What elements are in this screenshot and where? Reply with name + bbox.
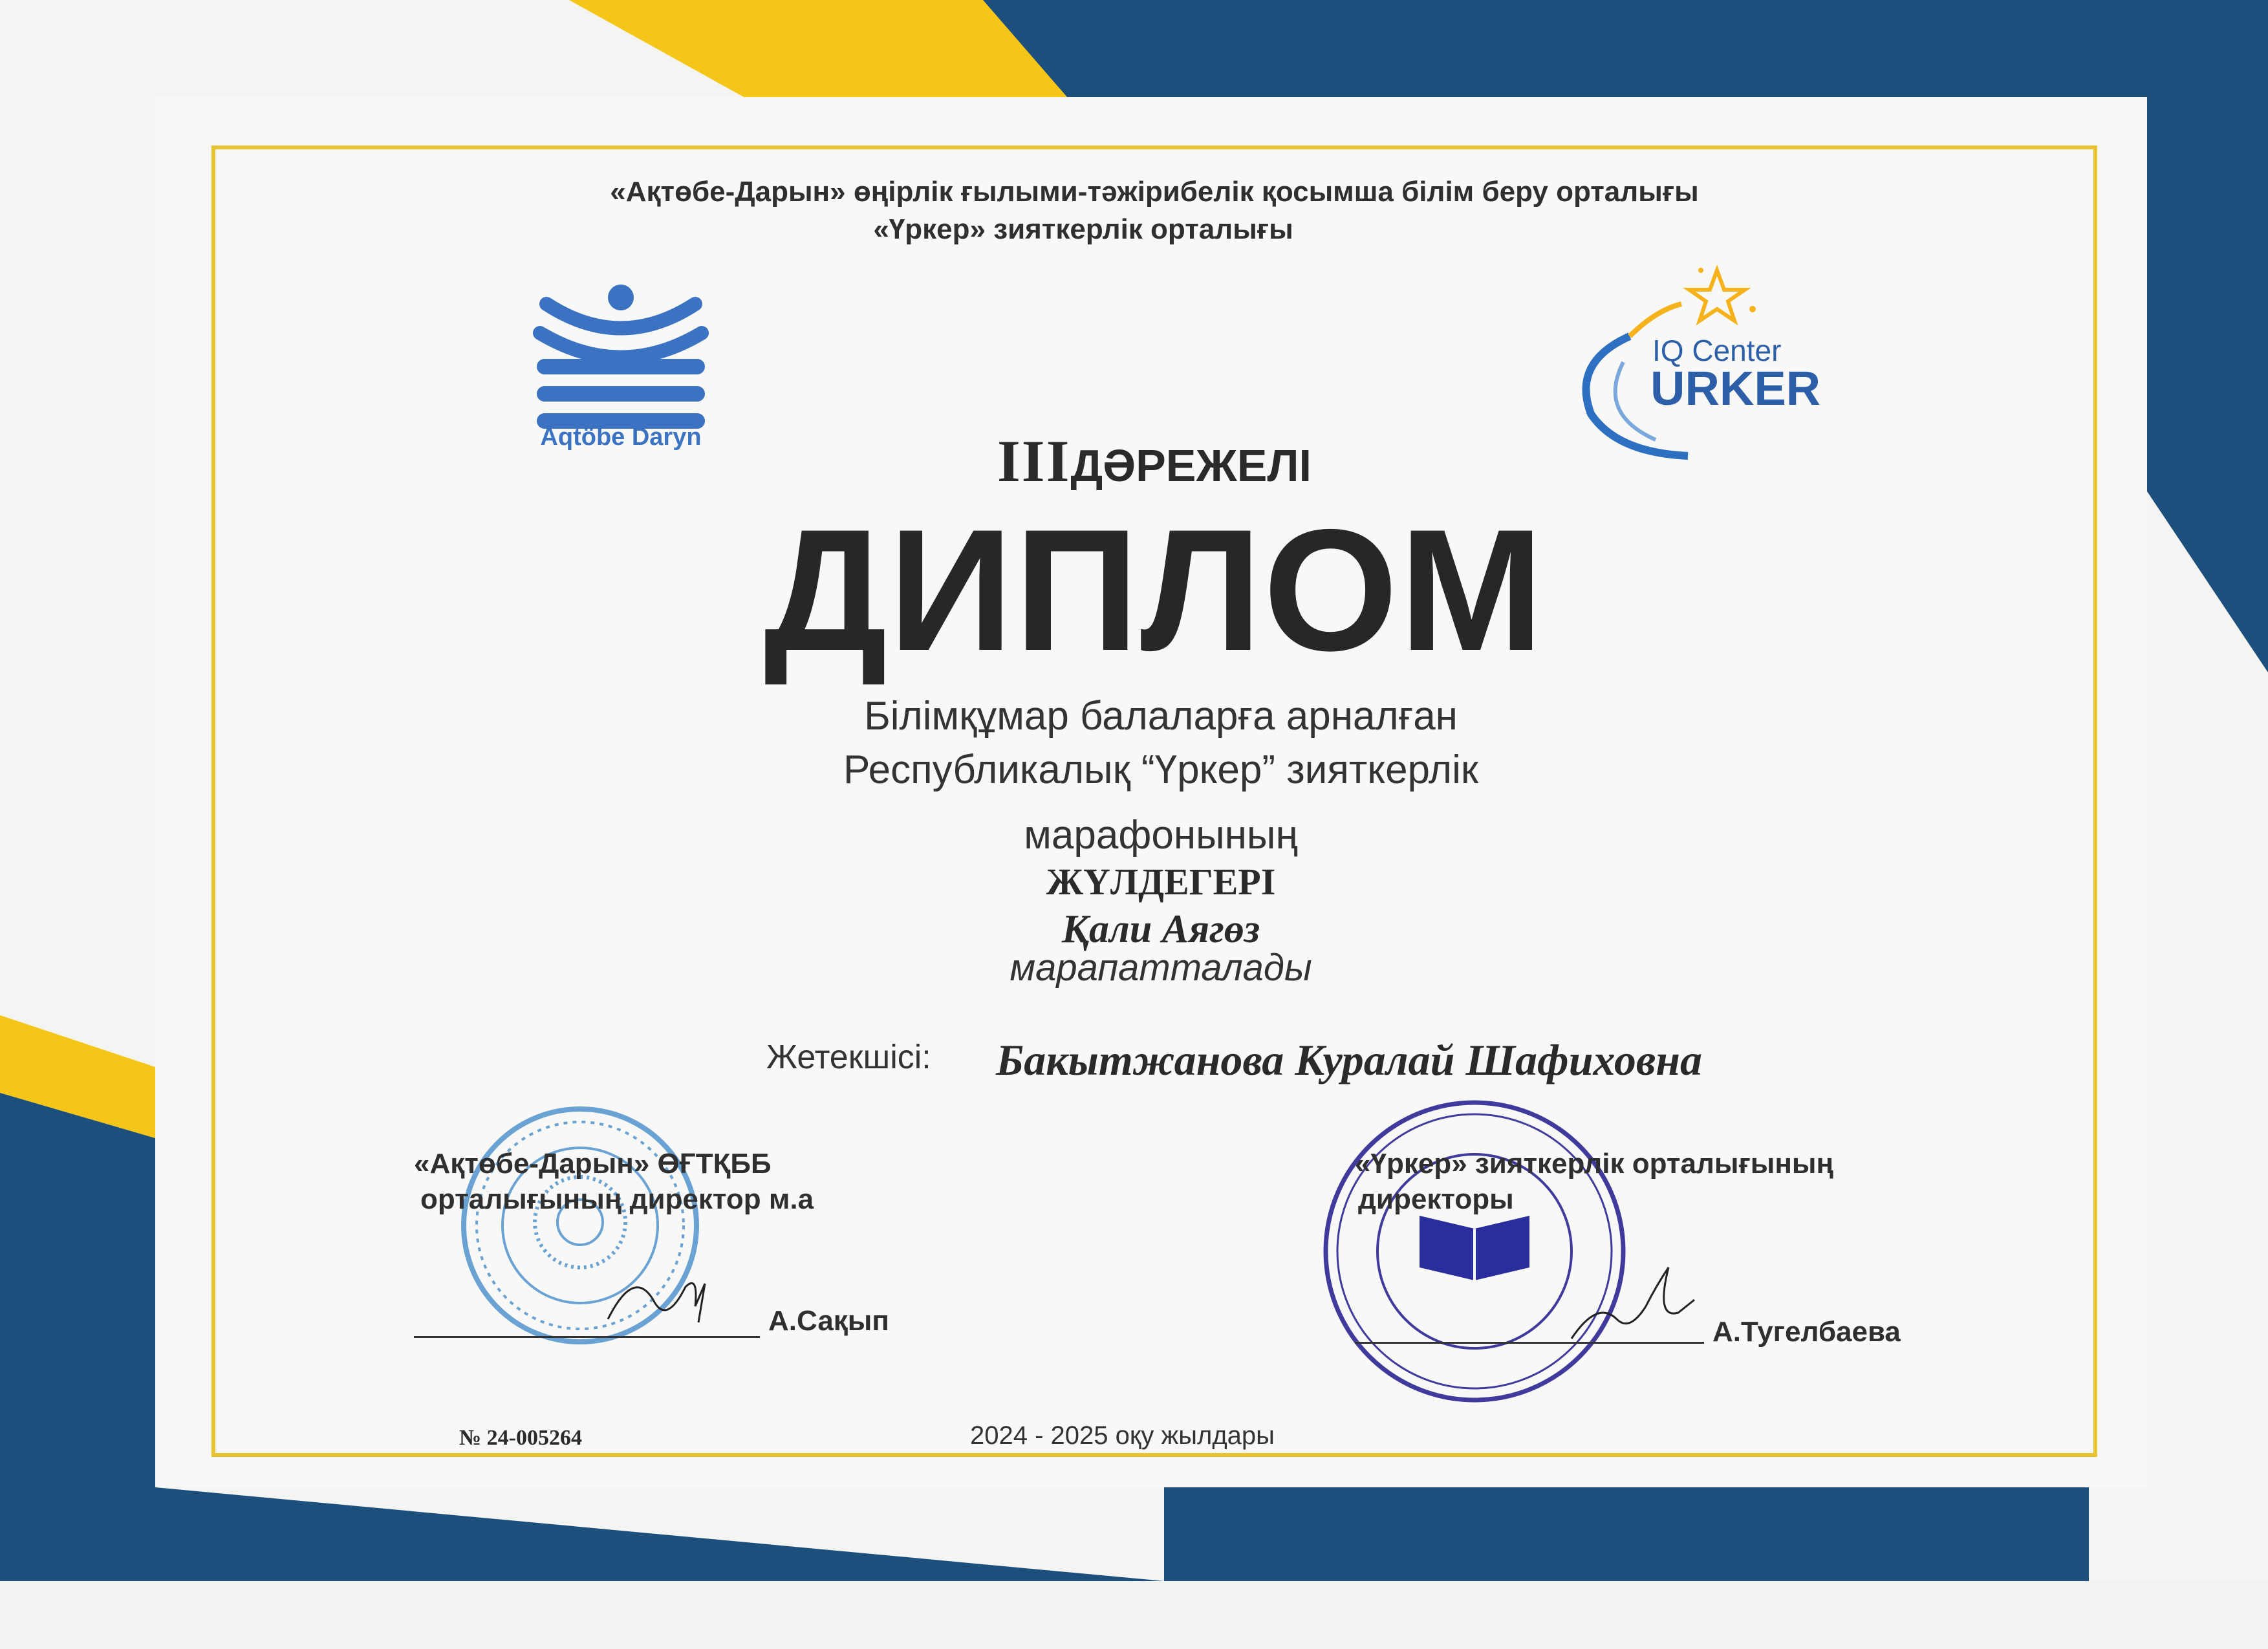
right-signer-title-line2: директоры <box>1358 1183 1514 1215</box>
left-signer-name: А.Сақып <box>768 1305 889 1337</box>
body-line2: Республикалық “Үркер” зияткерлік <box>843 748 1478 792</box>
body-line3: марафонының <box>1024 813 1298 857</box>
awarded-text: марапатталады <box>1010 947 1312 989</box>
right-logo-line2: URKER <box>1650 361 1821 415</box>
supervisor-name: Бакытжанова Куралай Шафиховна <box>996 1035 1702 1084</box>
degree-numeral: III <box>997 428 1071 494</box>
right-logo-line1: IQ Center <box>1652 334 1782 367</box>
right-signer-title-line1: «Үркер» зияткерлік орталығының <box>1355 1148 1834 1180</box>
academic-year: 2024 - 2025 оқу жылдары <box>970 1421 1275 1450</box>
right-signer-name: А.Тугелбаева <box>1712 1316 1901 1348</box>
left-signer-title-line1: «Ақтөбе-Дарын» ӨҒТҚББ <box>414 1148 772 1180</box>
diploma-title: ДИПЛОМ <box>764 493 1545 687</box>
left-signature-line <box>414 1336 760 1338</box>
degree-line <box>213 427 2095 495</box>
degree-label: ДӘРЕЖЕЛІ <box>1070 440 1312 491</box>
recipient-name: Қали Аягөз <box>1061 907 1260 951</box>
award-label: ЖҮЛДЕГЕРІ <box>1046 861 1276 903</box>
left-signer-title-line2: орталығының директор м.а <box>420 1183 814 1215</box>
body-line1: Білімқұмар балаларға арналған <box>864 694 1458 738</box>
header-center-name: «Үркер» зияткерлік орталығы <box>873 213 1293 245</box>
header-organization: «Ақтөбе-Дарын» өңірлік ғылыми-тәжірибелік қосымша білім беру орталығы <box>610 176 1699 208</box>
diploma-number: № 24-005264 <box>459 1426 582 1450</box>
left-logo-text: Aqtöbe Daryn <box>540 424 702 451</box>
supervisor-label: Жетекшісі: <box>766 1039 931 1076</box>
right-signature-line <box>1355 1342 1704 1344</box>
